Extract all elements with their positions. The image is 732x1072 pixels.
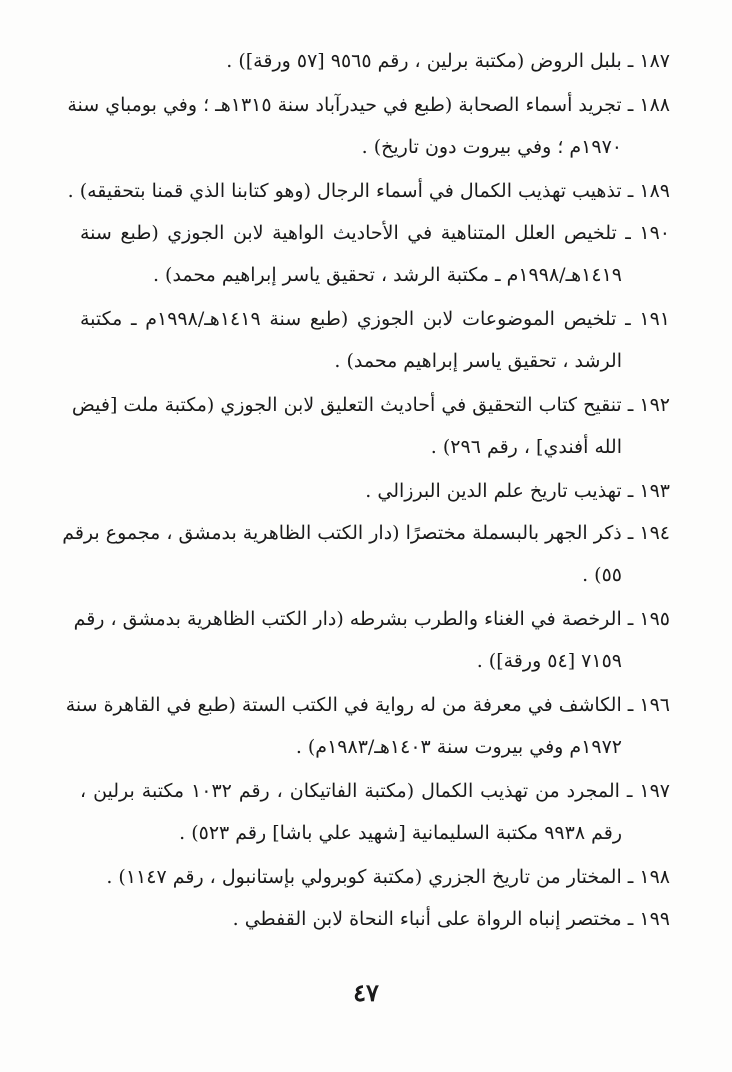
list-item bbox=[80, 856, 670, 898]
entry-line: ١٤١٩هـ/١٩٩٨م ـ مكتبة الرشد ، تحقيق ياسر إبراهيم محمد) . bbox=[152, 264, 622, 286]
list-item bbox=[80, 770, 670, 854]
entry-line: ١٩٠ ـ تلخيص العلل المتناهية في الأحاديث الواهية لابن الجوزي (طبع سنة bbox=[80, 222, 670, 244]
list-item bbox=[80, 898, 670, 940]
entry-line: ٧١٥٩ [٥٤ ورقة]) . bbox=[476, 650, 622, 672]
entry-line: ١٩٦ ـ الكاشف في معرفة من له رواية في الكتب الستة (طبع في القاهرة سنة bbox=[65, 694, 670, 716]
entry-line: ١٩٢ ـ تنقيح كتاب التحقيق في أحاديث التعليق لابن الجوزي (مكتبة ملت [فيض bbox=[71, 394, 670, 416]
entry-line: ١٨٧ ـ بلبل الروض (مكتبة برلين ، رقم ٩٥٦٥ [٥٧ ورقة]) . bbox=[226, 50, 670, 72]
bibliography-list bbox=[62, 40, 670, 940]
list-item bbox=[73, 598, 670, 682]
list-item bbox=[67, 170, 670, 212]
list-item bbox=[80, 40, 670, 82]
entry-line: ١٩٧٠م ؛ وفي بيروت دون تاريخ) . bbox=[361, 136, 622, 158]
page-number: ٤٧ bbox=[353, 978, 379, 1007]
list-item bbox=[80, 212, 670, 296]
entry-line: ١٨٨ ـ تجريد أسماء الصحابة (طبع في حيدرآباد سنة ١٣١٥هـ ؛ وفي بومباي سنة bbox=[67, 94, 670, 116]
list-item bbox=[67, 84, 670, 168]
entry-line: ١٩٧ ـ المجرد من تهذيب الكمال (مكتبة الفاتيكان ، رقم ١٠٣٢ مكتبة برلين ، bbox=[80, 780, 670, 802]
entry-line: ١٩٨ ـ المختار من تاريخ الجزري (مكتبة كوبرولي بإستانبول ، رقم ١١٤٧) . bbox=[106, 866, 670, 888]
list-item bbox=[65, 684, 670, 768]
entry-line: ٥٥) . bbox=[582, 564, 622, 586]
list-item bbox=[71, 384, 670, 468]
list-item bbox=[80, 470, 670, 512]
entry-line: الله أفندي] ، رقم ٢٩٦) . bbox=[430, 436, 622, 458]
entry-line: الرشد ، تحقيق ياسر إبراهيم محمد) . bbox=[334, 350, 622, 372]
entry-line: ١٩١ ـ تلخيص الموضوعات لابن الجوزي (طبع سنة ١٤١٩هـ/١٩٩٨م ـ مكتبة bbox=[80, 308, 670, 330]
entry-line: رقم ٩٩٣٨ مكتبة السليمانية [شهيد علي باشا] رقم ٥٢٣) . bbox=[179, 822, 622, 844]
entry-line: ١٩٣ ـ تهذيب تاريخ علم الدين البرزالي . bbox=[365, 480, 670, 502]
list-item bbox=[80, 298, 670, 382]
list-item bbox=[62, 512, 670, 596]
entry-line: ١٩٥ ـ الرخصة في الغناء والطرب بشرطه (دار الكتب الظاهرية بدمشق ، رقم bbox=[73, 608, 670, 630]
entry-line: ١٩٩ ـ مختصر إنباه الرواة على أنباء النحاة لابن القفطي . bbox=[232, 908, 670, 930]
entry-line: ١٨٩ ـ تذهيب تهذيب الكمال في أسماء الرجال (وهو كتابنا الذي قمنا بتحقيقه) . bbox=[67, 180, 670, 202]
entry-line: ١٩٤ ـ ذكر الجهر بالبسملة مختصرًا (دار الكتب الظاهرية بدمشق ، مجموع برقم bbox=[62, 522, 670, 544]
entry-line: ١٩٧٢م وفي بيروت سنة ١٤٠٣هـ/١٩٨٣م) . bbox=[295, 736, 622, 758]
